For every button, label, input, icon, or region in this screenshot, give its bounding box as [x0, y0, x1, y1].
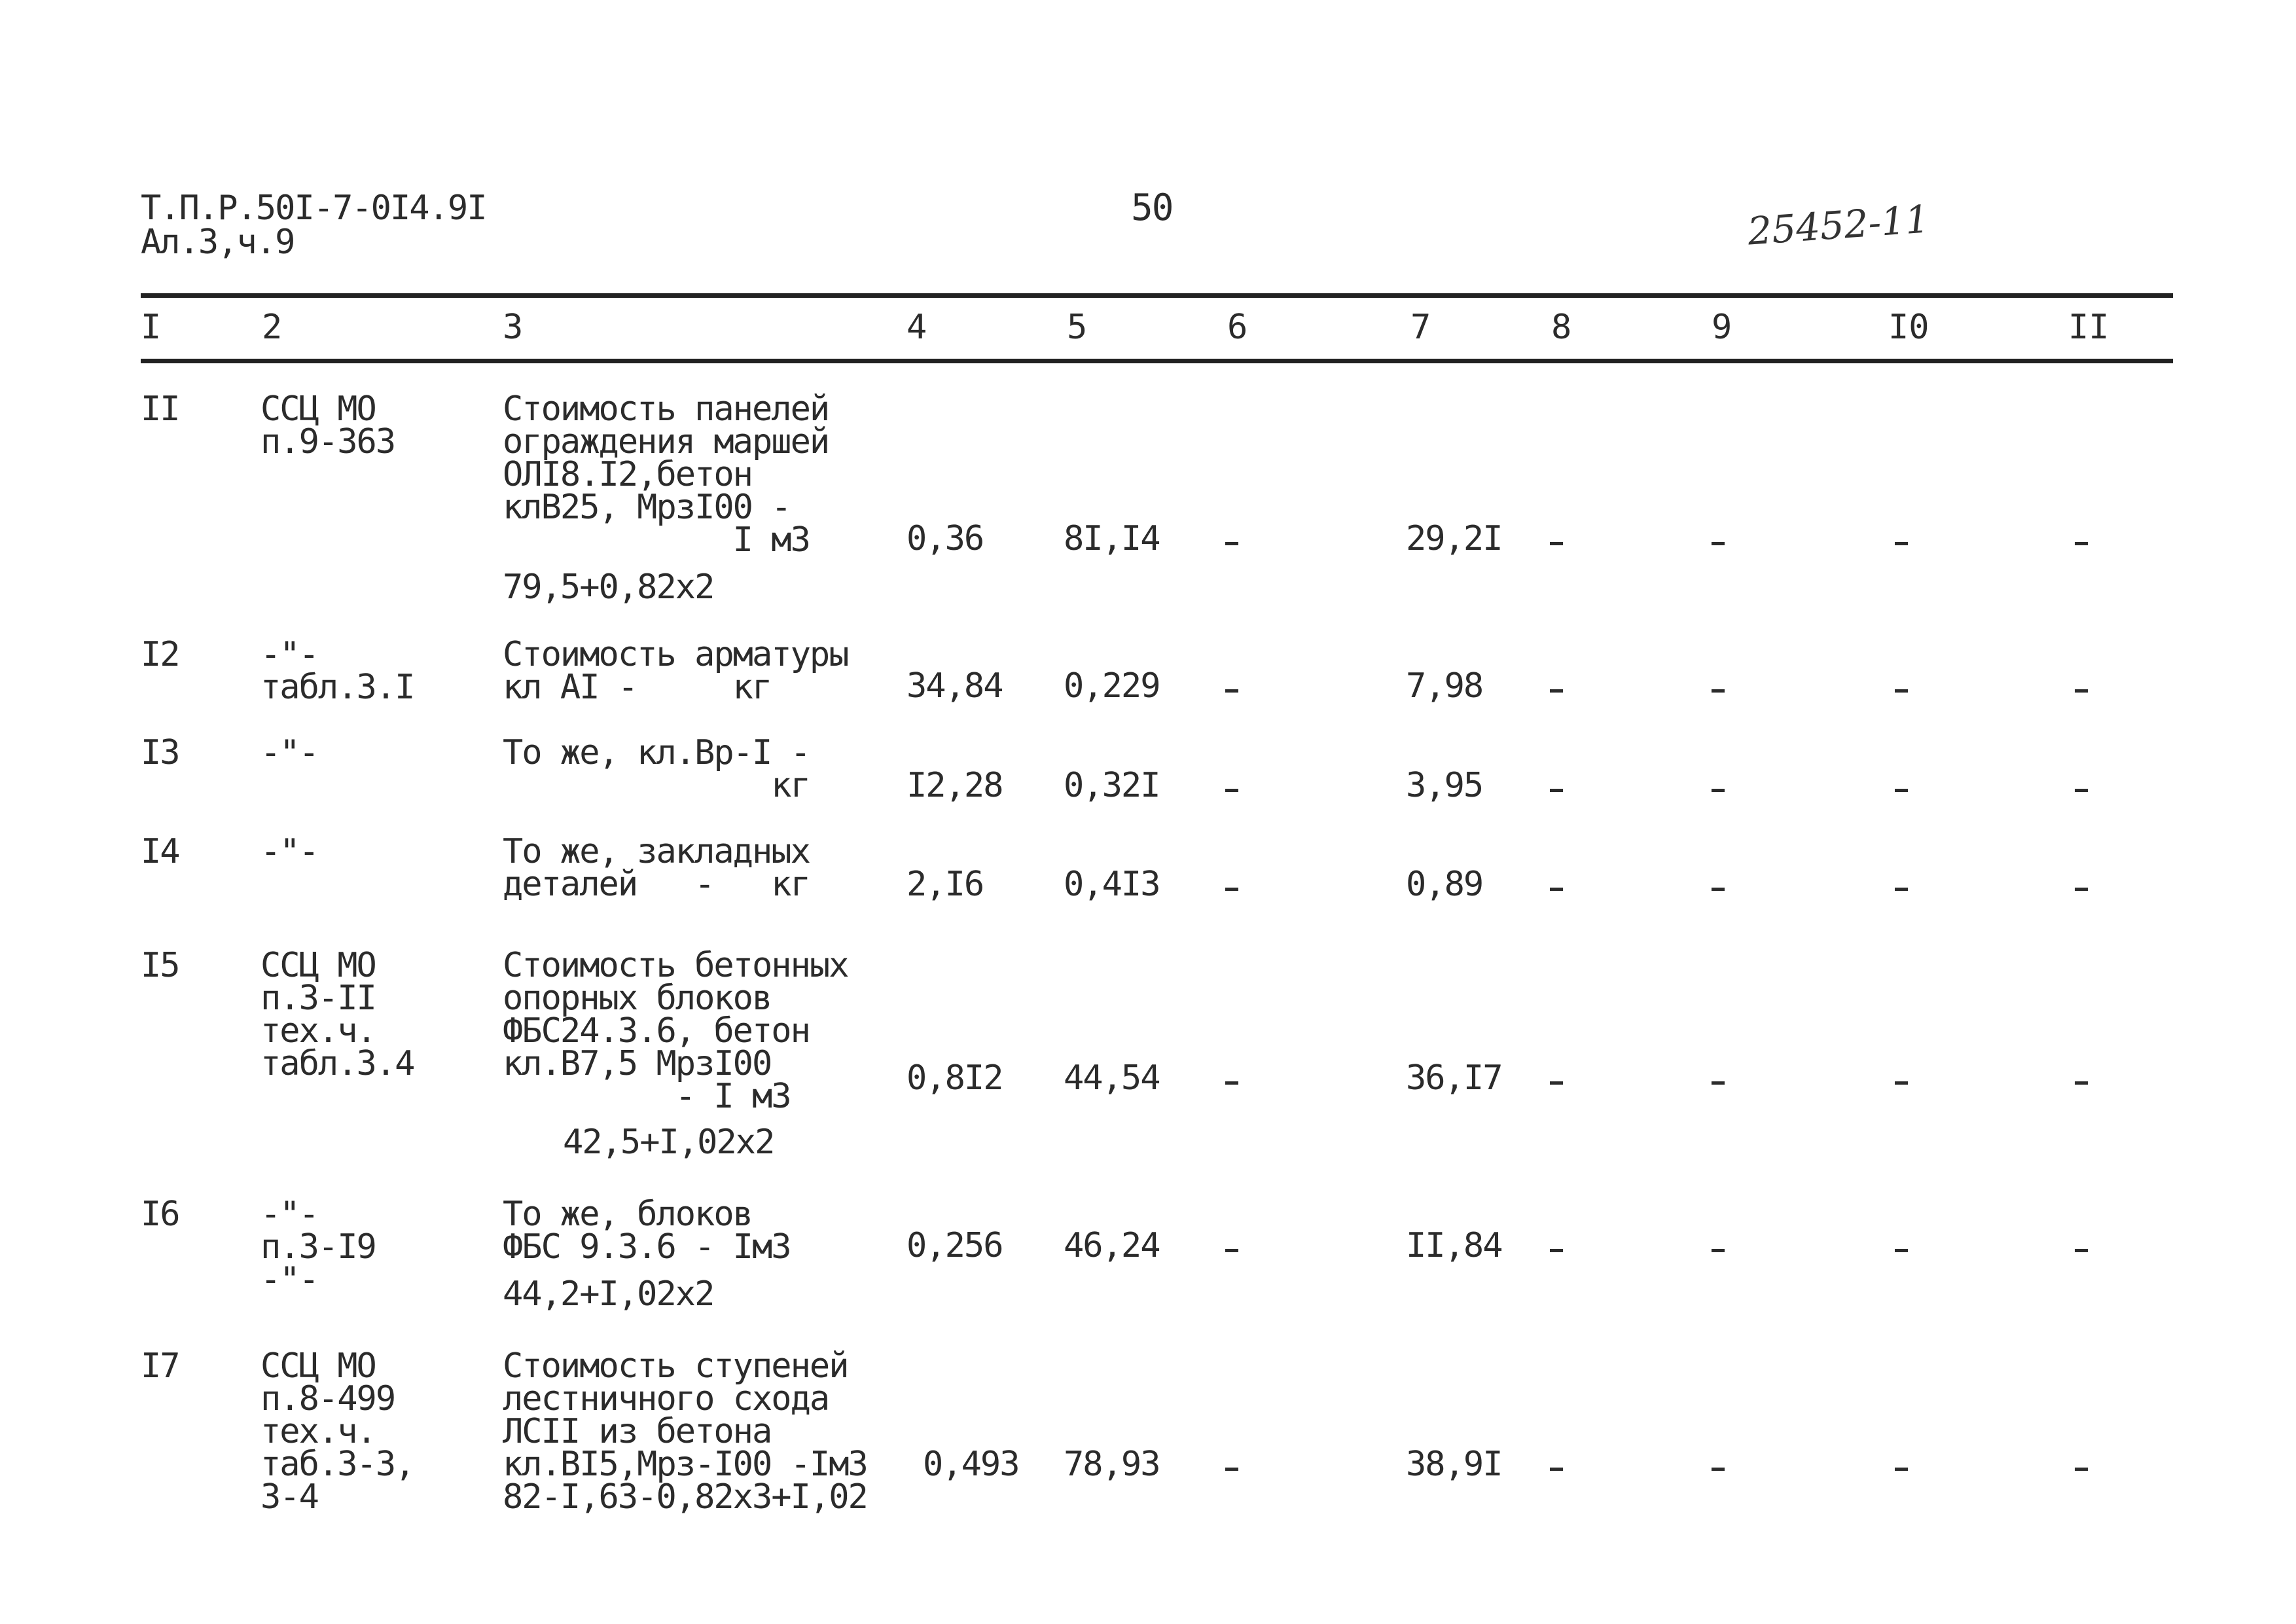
- col8-dash: [1550, 789, 1563, 792]
- col7-value: 38,9I: [1406, 1445, 1502, 1484]
- col10-dash: [1895, 888, 1908, 891]
- col4-value: 0,493: [923, 1445, 1019, 1484]
- col4-value: 34,84: [906, 666, 1003, 706]
- col11-dash: [2075, 888, 2088, 891]
- col8-dash: [1550, 1081, 1563, 1085]
- item-description: То же, кл.Вр-I - кг: [503, 733, 810, 805]
- col6-dash: [1225, 1249, 1238, 1252]
- document-code-line1: Т.П.Р.50I-7-0I4.9I: [141, 189, 486, 228]
- col10-dash: [1895, 1468, 1908, 1471]
- price-source: -"- п.3-I9 -"-: [260, 1195, 376, 1299]
- table-top-rule: [141, 293, 2173, 298]
- col10-dash: [1895, 1249, 1908, 1252]
- row-number: II: [141, 389, 179, 429]
- col10-dash: [1895, 689, 1908, 693]
- calc-formula: 79,5+0,82х2: [503, 568, 714, 607]
- col10-dash: [1895, 1081, 1908, 1085]
- document-code: [141, 189, 486, 262]
- column-header: 4: [906, 308, 927, 347]
- column-header: II: [2068, 308, 2109, 347]
- item-description: Стоимость бетонных опорных блоков ФБС24.3.6, бетон кл.В7,5 МрзI00 - I м3: [503, 946, 848, 1116]
- column-header: I: [141, 308, 162, 347]
- col4-value: I2,28: [906, 766, 1003, 805]
- row-number: I7: [141, 1346, 179, 1386]
- col8-dash: [1550, 689, 1563, 693]
- column-header: 2: [262, 308, 283, 347]
- row-number: I3: [141, 733, 179, 772]
- col4-value: 0,36: [906, 519, 984, 558]
- col7-value: 3,95: [1406, 766, 1483, 805]
- row-number: I2: [141, 635, 179, 674]
- col9-dash: [1712, 1468, 1725, 1471]
- column-header: 8: [1551, 308, 1572, 347]
- col9-dash: [1712, 789, 1725, 792]
- price-source: ССЦ МО п.3-II тех.ч. табл.3.4: [260, 946, 414, 1083]
- col5-value: 46,24: [1064, 1226, 1160, 1265]
- column-header: 9: [1712, 308, 1732, 347]
- col7-value: 7,98: [1406, 666, 1483, 706]
- col11-dash: [2075, 1468, 2088, 1471]
- col6-dash: [1225, 542, 1238, 545]
- col10-dash: [1895, 542, 1908, 545]
- col9-dash: [1712, 1081, 1725, 1085]
- table-header-rule: [141, 359, 2173, 363]
- col6-dash: [1225, 1081, 1238, 1085]
- col11-dash: [2075, 689, 2088, 693]
- price-source: -"-: [260, 733, 318, 772]
- page-number: 50: [1131, 187, 1173, 229]
- col5-value: 8I,I4: [1064, 519, 1160, 558]
- item-description: Стоимость арматуры кл AI - кг: [503, 635, 848, 707]
- item-description: Стоимость панелей ограждения маршей ОЛI8.I2,бетон клВ25, МрзI00 - I м3: [503, 389, 829, 560]
- col4-value: 0,8I2: [906, 1058, 1003, 1098]
- col4-value: 2,I6: [906, 865, 984, 904]
- col9-dash: [1712, 689, 1725, 693]
- col11-dash: [2075, 542, 2088, 545]
- item-description: То же, закладных деталей - кг: [503, 832, 810, 904]
- col7-value: 0,89: [1406, 865, 1483, 904]
- col11-dash: [2075, 789, 2088, 792]
- col6-dash: [1225, 789, 1238, 792]
- price-source: ССЦ МО п.9-363: [260, 389, 395, 461]
- column-header: I0: [1888, 308, 1929, 347]
- item-description: Стоимость ступеней лестничного схода ЛСII из бетона кл.BI5,Мрз-I00 -Iм3 82-I,63-0,82х3+I,02: [503, 1346, 867, 1517]
- item-description: То же, блоков ФБС 9.3.6 - Iм3: [503, 1195, 791, 1267]
- price-source: -"- табл.3.I: [260, 635, 414, 707]
- col5-value: 0,229: [1064, 666, 1160, 706]
- col6-dash: [1225, 689, 1238, 693]
- col6-dash: [1225, 888, 1238, 891]
- document-code-line2: Ал.3,ч.9: [141, 223, 295, 262]
- column-header: 6: [1227, 308, 1248, 347]
- col8-dash: [1550, 1468, 1563, 1471]
- calc-formula: 42,5+I,02х2: [563, 1123, 774, 1162]
- col5-value: 44,54: [1064, 1058, 1160, 1098]
- column-header: 5: [1067, 308, 1088, 347]
- col7-value: 29,2I: [1406, 519, 1502, 558]
- col8-dash: [1550, 542, 1563, 545]
- col8-dash: [1550, 888, 1563, 891]
- col11-dash: [2075, 1249, 2088, 1252]
- col7-value: II,84: [1406, 1226, 1502, 1265]
- col5-value: 78,93: [1064, 1445, 1160, 1484]
- price-source: -"-: [260, 832, 318, 871]
- column-header: 7: [1410, 308, 1431, 347]
- col7-value: 36,I7: [1406, 1058, 1502, 1098]
- col11-dash: [2075, 1081, 2088, 1085]
- col9-dash: [1712, 542, 1725, 545]
- col9-dash: [1712, 888, 1725, 891]
- row-number: I5: [141, 946, 179, 985]
- calc-formula: 44,2+I,02х2: [503, 1274, 714, 1314]
- col4-value: 0,256: [906, 1226, 1003, 1265]
- column-header: 3: [503, 308, 524, 347]
- col8-dash: [1550, 1249, 1563, 1252]
- col5-value: 0,4I3: [1064, 865, 1160, 904]
- row-number: I6: [141, 1195, 179, 1234]
- col6-dash: [1225, 1468, 1238, 1471]
- price-source: ССЦ МО п.8-499 тех.ч. таб.3-3, 3-4: [260, 1346, 414, 1517]
- col10-dash: [1895, 789, 1908, 792]
- row-number: I4: [141, 832, 179, 871]
- col9-dash: [1712, 1249, 1725, 1252]
- handwritten-stamp: 25452-11: [1746, 196, 1931, 254]
- col5-value: 0,32I: [1064, 766, 1160, 805]
